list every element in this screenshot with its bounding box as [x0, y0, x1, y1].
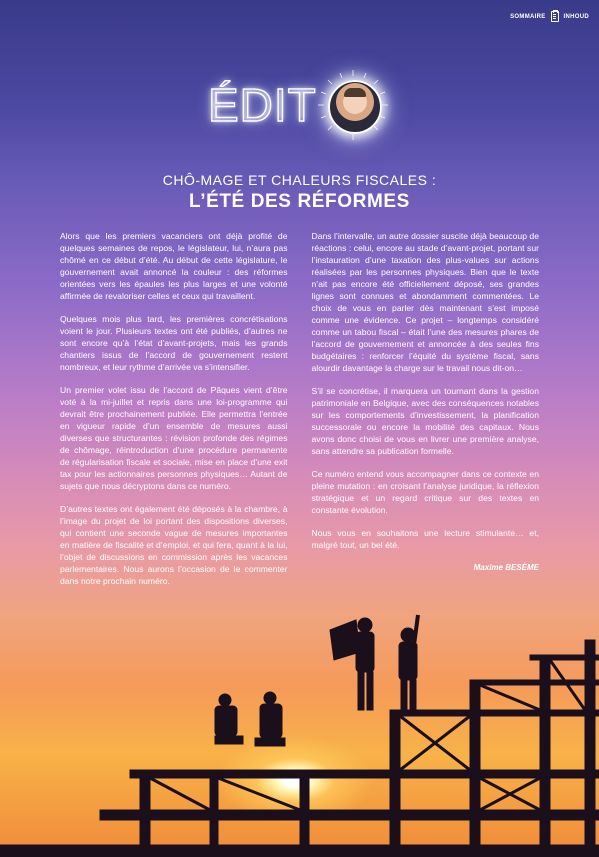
- paragraph: Un premier volet issu de l’accord de Pâques vient d’être voté à la mi-juillet et repris dans une loi-programme qui devrait être prochainement publiée. Elle permettra l’entrée en vigueur rapide d’un ensemble de mesures aussi diverses que structurantes : révision profonde des régimes de chômage, réintroduction d’une procédure permanente de régularisation fiscale et sociale, mise en place d’une exit tax pour les actionnaires personnes physiques… Autant de sujets que nous décryptons dans ce numéro.: [60, 385, 288, 491]
- edito-title: ÉDIT: [208, 79, 317, 131]
- edito-header: [0, 68, 599, 138]
- top-navigation[interactable]: [510, 11, 589, 22]
- headline-kicker: CHÔ-MAGE ET CHALEURS FISCALES :: [162, 172, 437, 188]
- paragraph: Ce numéro entend vous accompagner dans ce contexte en pleine mutation : en croisant l’analyse juridique, la réflexion stratégique et un regard critique sur des textes en constante évolution.: [311, 469, 539, 515]
- paragraph: Dans l’intervalle, un autre dossier suscite déjà beaucoup de réactions : celui, encore au stade d’avant-projet, portant sur l’instauration d’une taxation des plus-values sur actions réalisées par les personnes physiques. Bien que le texte n’ait pas encore été officiellement déposé, ses grandes lignes sont connues et abondamment commentées. Le choix de vous en parler dès maintenant s’est imposé comme une évidence. Ce projet – longtemps considéré comme un tabou fiscal – était l’une des mesures phares de l’accord de gouvernement et annoncée à des seules fins budgétaires : renforcer l’équité du système fiscal, sans alourdir davantage la charge sur le travail nous dit-on…: [311, 231, 539, 373]
- summary-link[interactable]: SOMMAIRE: [510, 13, 546, 20]
- paragraph: Alors que les premiers vacanciers ont déjà profité de quelques semaines de repos, le législateur, lui, n’aura pas chômé en ce début d’été. Au début de cette législature, le gouvernement avait annoncé la couleur : des réformes orientées vers les épaules les plus larges et une volonté affirmée de revaloriser celles et ceux qui travaillent.: [60, 231, 288, 301]
- sparkle-rays-icon: [318, 70, 388, 140]
- author-signature: Maxime BESÈME: [473, 563, 539, 572]
- clipboard-icon[interactable]: [551, 11, 559, 22]
- construction-silhouette-scene: [0, 560, 599, 857]
- paragraph: Nous vous en souhaitons une lecture stimulante… et, malgré tout, un bel été.: [311, 528, 539, 550]
- contents-link[interactable]: INHOUD: [563, 13, 589, 20]
- construction-silhouette: [0, 560, 599, 857]
- headline-main: L’ÉTÉ DES RÉFORMES: [189, 191, 410, 212]
- headline: [0, 172, 599, 213]
- paragraph: D’autres textes ont également été déposés à la chambre, à l’image du projet de loi portant des dispositions diverses, qui contient une seconde vague de mesures importantes en matière de fiscalité et d’emploi, et qui fera, quant à la lui, l’objet de discussions en commission après les vacances parlementaires. Nous aurons l’occasion de le commenter dans notre prochain numéro.: [60, 504, 288, 586]
- paragraph: S’il se concrétise, il marquera un tournant dans la gestion patrimoniale en Belgique, avec des conséquences notables sur les comportements d’investissement, la planification successorale ou encore la mobilité des capitaux. Nous avons donc choisi de vous en livrer une première analyse, sans attendre sa publication formelle.: [311, 386, 539, 456]
- paragraph: Quelques mois plus tard, les premières concrétisations voient le jour. Plusieurs textes ont été publiés, d’autres ne sont encore qu’à l’état d’avant-projets, mais les grands chantiers issus de l’accord de gouvernement restent nombreux, et leur rythme d’arrivée va s’intensifier.: [60, 314, 288, 372]
